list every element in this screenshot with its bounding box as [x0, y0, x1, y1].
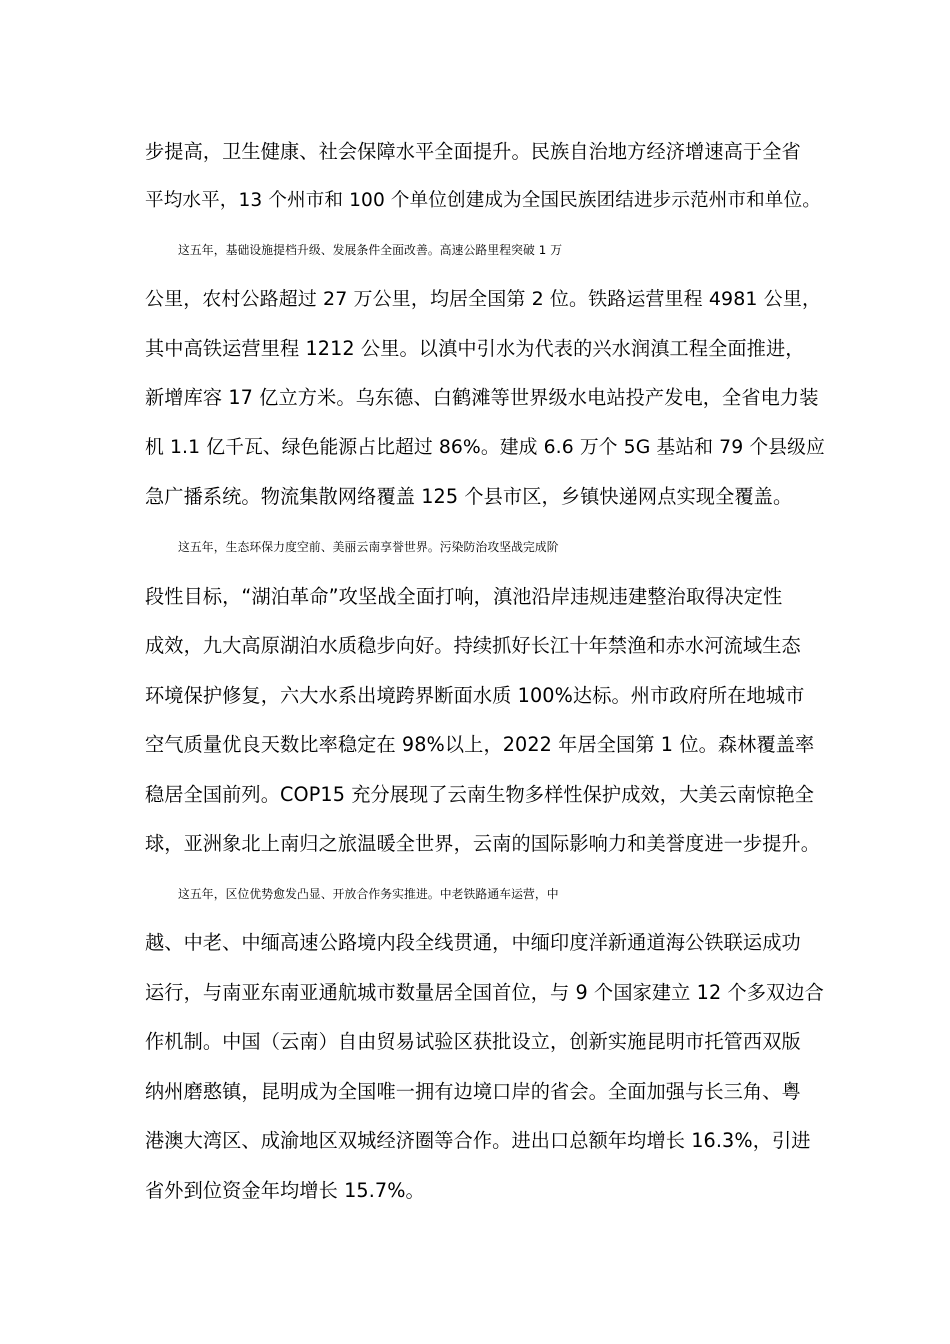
text-line: 作机制。中国（云南）自由贸易试验区获批设立，创新实施昆明市托管西双版: [145, 1030, 801, 1053]
text-line: 球，亚洲象北上南归之旅温暖全世界，云南的国际影响力和美誉度进一步提升。: [145, 832, 821, 855]
text-line: 成效，九大高原湖泊水质稳步向好。持续抓好长江十年禁渔和赤水河流域生态: [145, 634, 801, 657]
text-line: 机 1.1 亿千瓦、绿色能源占比超过 86%。建成 6.6 万个 5G 基站和 79 个县级应: [145, 437, 825, 458]
text-line: 运行，与南亚东南亚通航城市数量居全国首位，与 9 个国家建立 12 个多双边合: [145, 981, 824, 1004]
text-line: 新增库容 17 亿立方米。乌东德、白鹤滩等世界级水电站投产发电，全省电力装: [145, 386, 819, 409]
text-line: 段性目标，“湖泊革命”攻坚战全面打响，滇池沿岸违规违建整治取得决定性: [145, 585, 783, 608]
text-line: 公里，农村公路超过 27 万公里，均居全国第 2 位。铁路运营里程 4981 公里，: [145, 288, 822, 310]
paragraph-first-line: 这五年，基础设施提档升级、发展条件全面改善。高速公路里程突破 1 万: [178, 243, 563, 257]
text-line: 稳居全国前列。COP15 充分展现了云南生物多样性保护成效，大美云南惊艳全: [145, 783, 815, 806]
text-line: 省外到位资金年均增长 15.7%。: [145, 1179, 425, 1202]
text-line: 越、中老、中缅高速公路境内段全线贯通，中缅印度洋新通道海公铁联运成功: [145, 931, 801, 954]
text-line: 急广播系统。物流集散网络覆盖 125 个县市区，乡镇快递网点实现全覆盖。: [145, 485, 793, 508]
text-line: 步提高，卫生健康、社会保障水平全面提升。民族自治地方经济增速高于全省: [145, 140, 801, 163]
text-line: 平均水平，13 个州市和 100 个单位创建成为全国民族团结进步示范州市和单位。: [145, 190, 821, 211]
text-line: 环境保护修复，六大水系出境跨界断面水质 100%达标。州市政府所在地城市: [145, 684, 805, 707]
text-line: 空气质量优良天数比率稳定在 98%以上，2022 年居全国第 1 位。森林覆盖率: [145, 733, 815, 756]
text-line: 港澳大湾区、成渝地区双城经济圈等合作。进出口总额年均增长 16.3%，引进: [145, 1129, 811, 1152]
paragraph-first-line: 这五年，生态环保力度空前、美丽云南享誉世界。污染防治攻坚战完成阶: [178, 540, 559, 554]
paragraph-first-line: 这五年，区位优势愈发凸显、开放合作务实推进。中老铁路通车运营，中: [178, 887, 559, 901]
text-line: 其中高铁运营里程 1212 公里。以滇中引水为代表的兴水润滇工程全面推进，: [145, 337, 805, 360]
text-line: 纳州磨憨镇，昆明成为全国唯一拥有边境口岸的省会。全面加强与长三角、粤: [145, 1080, 801, 1103]
